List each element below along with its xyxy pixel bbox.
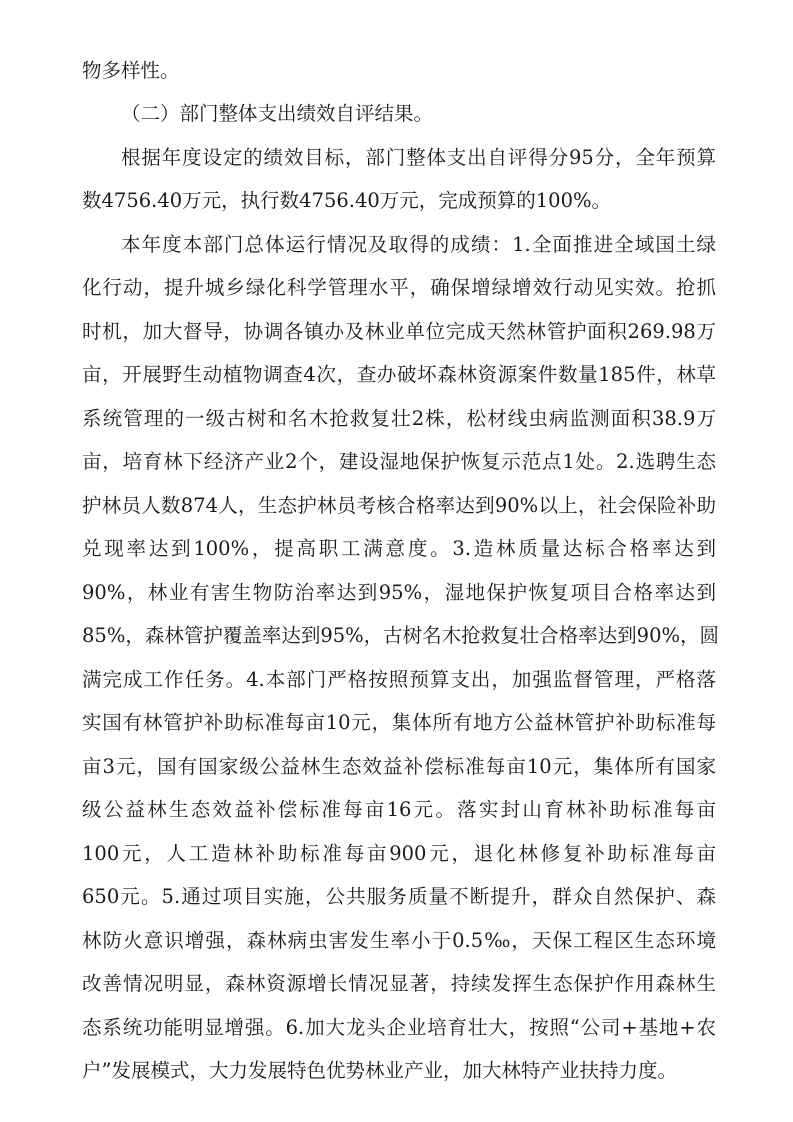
text-line: 林防火意识增强，森林病虫害发生率小于0.5‰，天保工程区生态环境	[82, 929, 716, 952]
text-line: 亩，开展野生动植物调查4次，查办破坏森林资源案件数量185件，林草	[82, 363, 716, 386]
text-line: 85%，森林管护覆盖率达到95%，古树名木抢救复壮合格率达到90%，圆	[82, 624, 720, 647]
text-line: 650元。5.通过项目实施，公共服务质量不断提升，群众自然保护、森	[82, 885, 716, 908]
text-line: 改善情况明显，森林资源增长情况显著，持续发挥生态保护作用森林生	[82, 972, 716, 995]
text-line: 系统管理的一级古树和名木抢救复壮2株，松材线虫病监测面积38.9万	[82, 407, 716, 430]
text-line: 护林员人数874人，生态护林员考核合格率达到90%以上，社会保险补助	[82, 494, 716, 517]
text-line: 根据年度设定的绩效目标，部门整体支出自评得分95分，全年预算	[121, 146, 716, 169]
text-line: 90%，林业有害生物防治率达到95%，湿地保护恢复项目合格率达到	[82, 581, 716, 604]
text-line: 满完成工作任务。4.本部门严格按照预算支出，加强监督管理，严格落	[82, 668, 716, 691]
text-line: 物多样性。	[82, 59, 180, 82]
text-line: 亩，培育林下经济产业2个，建设湿地保护恢复示范点1处。2.选聘生态	[82, 450, 716, 473]
text-line: 级公益林生态效益补偿标准每亩16元。落实封山育林补助标准每亩	[82, 798, 716, 821]
text-line: 实国有林管护补助标准每亩10元，集体所有地方公益林管护补助标准每	[82, 711, 716, 734]
text-line: 化行动，提升城乡绿化科学管理水平，确保增绿增效行动见实效。抢抓	[82, 276, 716, 299]
section-heading: （二）部门整体支出绩效自评结果。	[121, 102, 434, 125]
text-line: 时机，加大督导，协调各镇办及林业单位完成天然林管护面积269.98万	[82, 320, 716, 343]
text-line: 数4756.40万元，执行数4756.40万元，完成预算的100%。	[82, 189, 612, 212]
text-line: 100元，人工造林补助标准每亩900元，退化林修复补助标准每亩	[82, 842, 716, 865]
text-line: 亩3元，国有国家级公益林生态效益补偿标准每亩10元，集体所有国家	[82, 755, 716, 778]
text-line: 态系统功能明显增强。6.加大龙头企业培育壮大，按照“公司+基地+农	[82, 1016, 716, 1039]
text-line: 兑现率达到100%，提高职工满意度。3.造林质量达标合格率达到	[82, 537, 716, 560]
text-line: 户”发展模式，大力发展特色优势林业产业，加大林特产业扶持力度。	[82, 1059, 677, 1082]
text-line: 本年度本部门总体运行情况及取得的成绩：1.全面推进全域国土绿	[121, 233, 716, 256]
